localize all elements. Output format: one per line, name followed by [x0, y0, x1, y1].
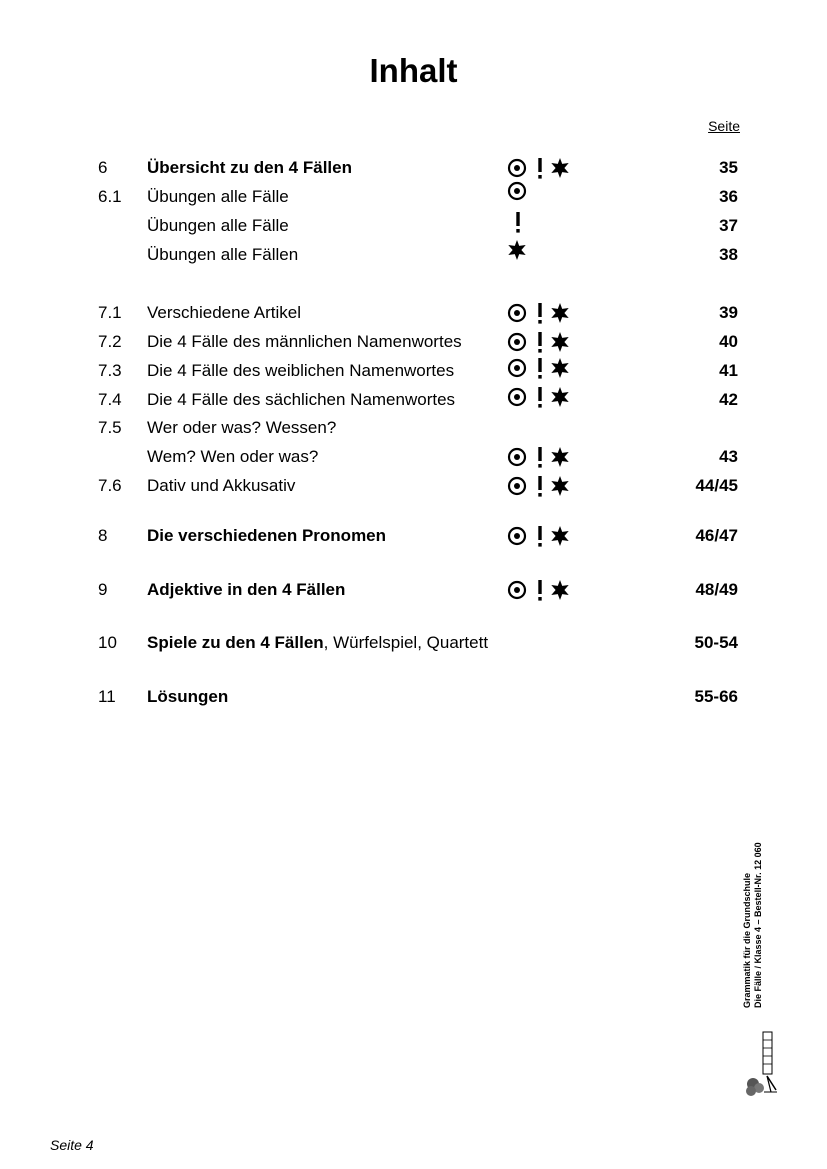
- target-icon: [507, 526, 527, 553]
- toc-entry: [0, 631, 827, 655]
- entry-page: 39: [719, 303, 738, 322]
- entry-title: Wem? Wen oder was?: [147, 447, 319, 466]
- entry-number: 7.2: [98, 332, 122, 351]
- toc-entry: [0, 474, 827, 498]
- exclamation-icon: [536, 358, 544, 387]
- entry-number: 8: [98, 526, 108, 545]
- entry-number: 6: [98, 158, 108, 177]
- entry-title: Übersicht zu den 4 Fällen: [147, 158, 352, 177]
- entry-title: Die verschiedenen Pronomen: [147, 526, 387, 545]
- publication-info: [742, 798, 788, 1008]
- star-icon: [550, 476, 570, 503]
- entry-title: Die 4 Fälle des weiblichen Namenwortes: [147, 361, 455, 380]
- exclamation-icon: [536, 387, 544, 416]
- toc-entry: [0, 156, 827, 180]
- toc-entry: [0, 445, 827, 469]
- toc-entry: [0, 214, 827, 238]
- toc-entry: [0, 388, 827, 412]
- toc-entry: [0, 359, 827, 383]
- entry-title: Verschiedene Artikel: [147, 303, 302, 322]
- entry-page: 37: [719, 216, 738, 235]
- entry-title: Übungen alle Fälle: [147, 216, 289, 235]
- entry-page: 41: [719, 361, 738, 380]
- exclamation-icon: [536, 526, 544, 555]
- page-column-header: Seite: [708, 118, 740, 134]
- entry-page: 46/47: [695, 526, 738, 545]
- entry-number: 7.5: [98, 418, 122, 437]
- volume-order-number: Die Fälle / Klasse 4 – Bestell-Nr. 12 060: [753, 842, 763, 1008]
- star-icon: [550, 447, 570, 474]
- entry-title: Dativ und Akkusativ: [147, 476, 296, 495]
- exclamation-icon: [536, 303, 544, 332]
- star-icon: [507, 240, 527, 267]
- entry-number: 7.1: [98, 303, 122, 322]
- toc-entry: [0, 524, 827, 548]
- target-icon: [507, 303, 527, 330]
- entry-page: 48/49: [695, 580, 738, 599]
- toc-entry: [0, 416, 827, 440]
- entry-title: Spiele zu den 4 Fällen, Würfelspiel, Quartett: [147, 633, 489, 652]
- entry-title: Übungen alle Fällen: [147, 245, 299, 264]
- entry-title: Die 4 Fälle des sächlichen Namenwortes: [147, 390, 456, 409]
- star-icon: [550, 580, 570, 607]
- entry-page: 35: [719, 158, 738, 177]
- target-icon: [507, 181, 527, 208]
- target-icon: [507, 580, 527, 607]
- entry-page: 40: [719, 332, 738, 351]
- toc-entry: [0, 685, 827, 709]
- entry-page: 38: [719, 245, 738, 264]
- exclamation-icon: [536, 158, 544, 187]
- entry-number: 10: [98, 633, 117, 652]
- toc-entry: [0, 301, 827, 325]
- entry-page: 42: [719, 390, 738, 409]
- toc-entry: [0, 185, 827, 209]
- series-title: Grammatik für die Grundschule: [742, 872, 752, 1008]
- toc-entry: [0, 243, 827, 267]
- star-icon: [550, 526, 570, 553]
- star-icon: [550, 332, 570, 359]
- entry-number: 7.3: [98, 361, 122, 380]
- entry-page: 50-54: [694, 633, 738, 652]
- exclamation-icon: [536, 332, 544, 361]
- entry-title: Adjektive in den 4 Fällen: [147, 580, 346, 599]
- entry-number: 7.6: [98, 476, 122, 495]
- target-icon: [507, 358, 527, 385]
- entry-page: 55-66: [694, 687, 738, 706]
- star-icon: [550, 358, 570, 385]
- target-icon: [507, 476, 527, 503]
- publisher-logo: [743, 1028, 779, 1100]
- entry-number: 9: [98, 580, 108, 599]
- entry-title: Wer oder was? Wessen?: [147, 418, 337, 437]
- exclamation-icon: [536, 476, 544, 505]
- entry-page: 43: [719, 447, 738, 466]
- entry-number: 7.4: [98, 390, 122, 409]
- exclamation-icon: [514, 212, 522, 241]
- star-icon: [550, 158, 570, 185]
- toc-entry: [0, 578, 827, 602]
- target-icon: [507, 447, 527, 474]
- entry-title: Die 4 Fälle des männlichen Namenwortes: [147, 332, 462, 351]
- entry-title: Lösungen: [147, 687, 229, 706]
- entry-page: 44/45: [695, 476, 738, 495]
- entry-title: Übungen alle Fälle: [147, 187, 289, 206]
- entry-number: 11: [98, 687, 116, 706]
- star-icon: [550, 303, 570, 330]
- page-number: Seite 4: [50, 1137, 94, 1153]
- page-title: Inhalt: [369, 52, 458, 89]
- target-icon: [507, 387, 527, 414]
- star-icon: [550, 387, 570, 414]
- exclamation-icon: [536, 447, 544, 476]
- target-icon: [507, 332, 527, 359]
- exclamation-icon: [536, 580, 544, 609]
- toc-entry: [0, 330, 827, 354]
- entry-number: 6.1: [98, 187, 122, 206]
- entry-page: 36: [719, 187, 738, 206]
